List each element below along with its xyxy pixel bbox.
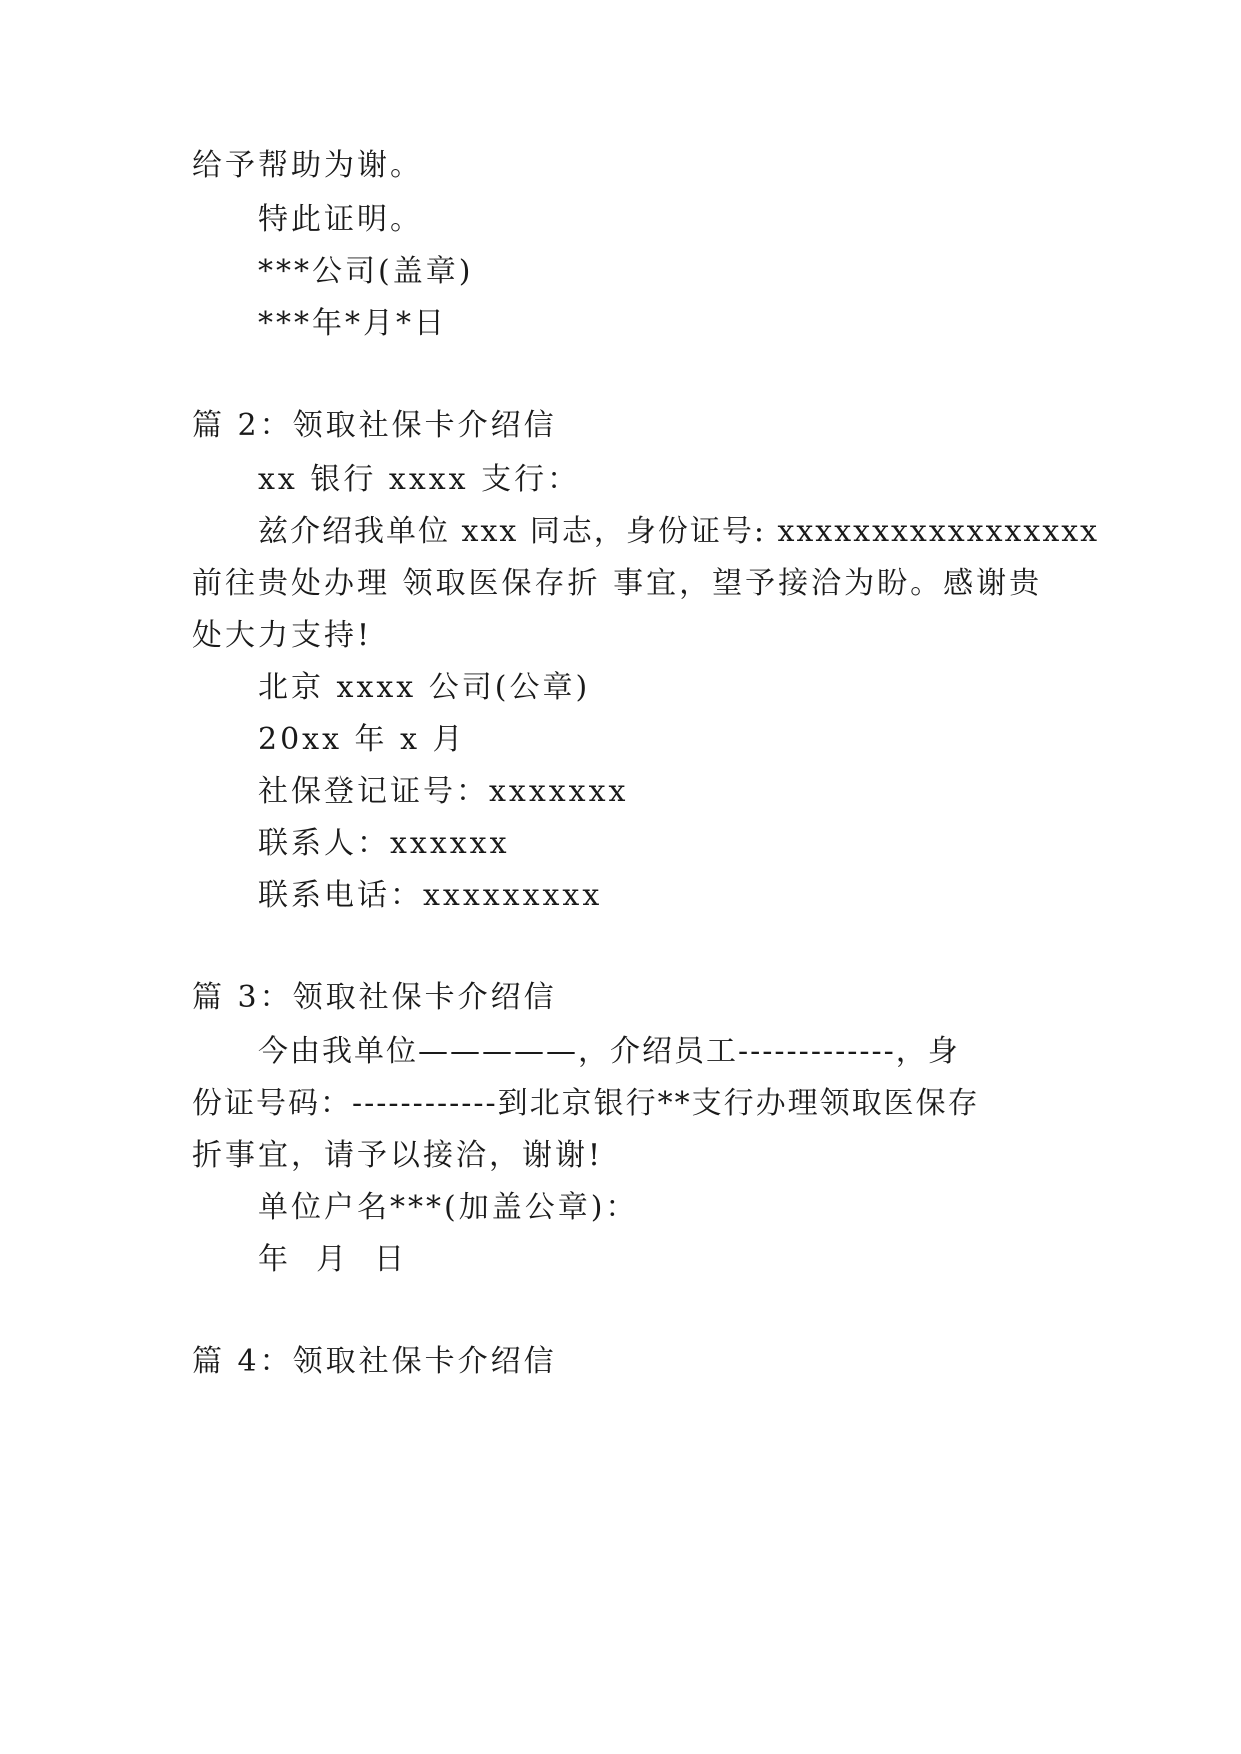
section2-body-line: 处大力支持!	[192, 618, 373, 653]
intro-certify-line: 特此证明。	[258, 202, 423, 237]
intro-company-seal: ***公司(盖章)	[258, 254, 474, 289]
section3-date: 年 月 日	[258, 1242, 408, 1277]
section3-body-line: 折事宜，请予以接洽，谢谢!	[192, 1138, 604, 1173]
section3-heading: 篇 3：领取社保卡介绍信	[192, 980, 557, 1015]
section2-company-seal: 北京 xxxx 公司(公章)	[258, 670, 591, 705]
section4-heading: 篇 4：领取社保卡介绍信	[192, 1344, 557, 1379]
intro-closing-line: 给予帮助为谢。	[192, 148, 423, 183]
section2-body-line: 前往贵处办理 领取医保存折 事宜，望予接洽为盼。感谢贵	[192, 566, 1043, 601]
section2-body-line: 兹介绍我单位 xxx 同志，身份证号: xxxxxxxxxxxxxxxxx	[258, 514, 1100, 549]
section2-registration-number: 社保登记证号：xxxxxxx	[258, 774, 629, 809]
intro-date: ***年*月*日	[258, 306, 447, 341]
section2-contact-phone: 联系电话：xxxxxxxxx	[258, 878, 603, 913]
section2-date: 20xx 年 x 月	[258, 722, 466, 757]
section3-body-line: 份证号码：------------到北京银行**支行办理领取医保存	[192, 1086, 980, 1121]
section3-body-line: 今由我单位—————，介绍员工-------------，身	[258, 1034, 960, 1069]
section2-salutation: xx 银行 xxxx 支行：	[258, 462, 581, 497]
section2-heading: 篇 2：领取社保卡介绍信	[192, 408, 557, 443]
section3-unit-name: 单位户名***(加盖公章)：	[258, 1190, 639, 1225]
section2-contact-person: 联系人：xxxxxx	[258, 826, 510, 861]
